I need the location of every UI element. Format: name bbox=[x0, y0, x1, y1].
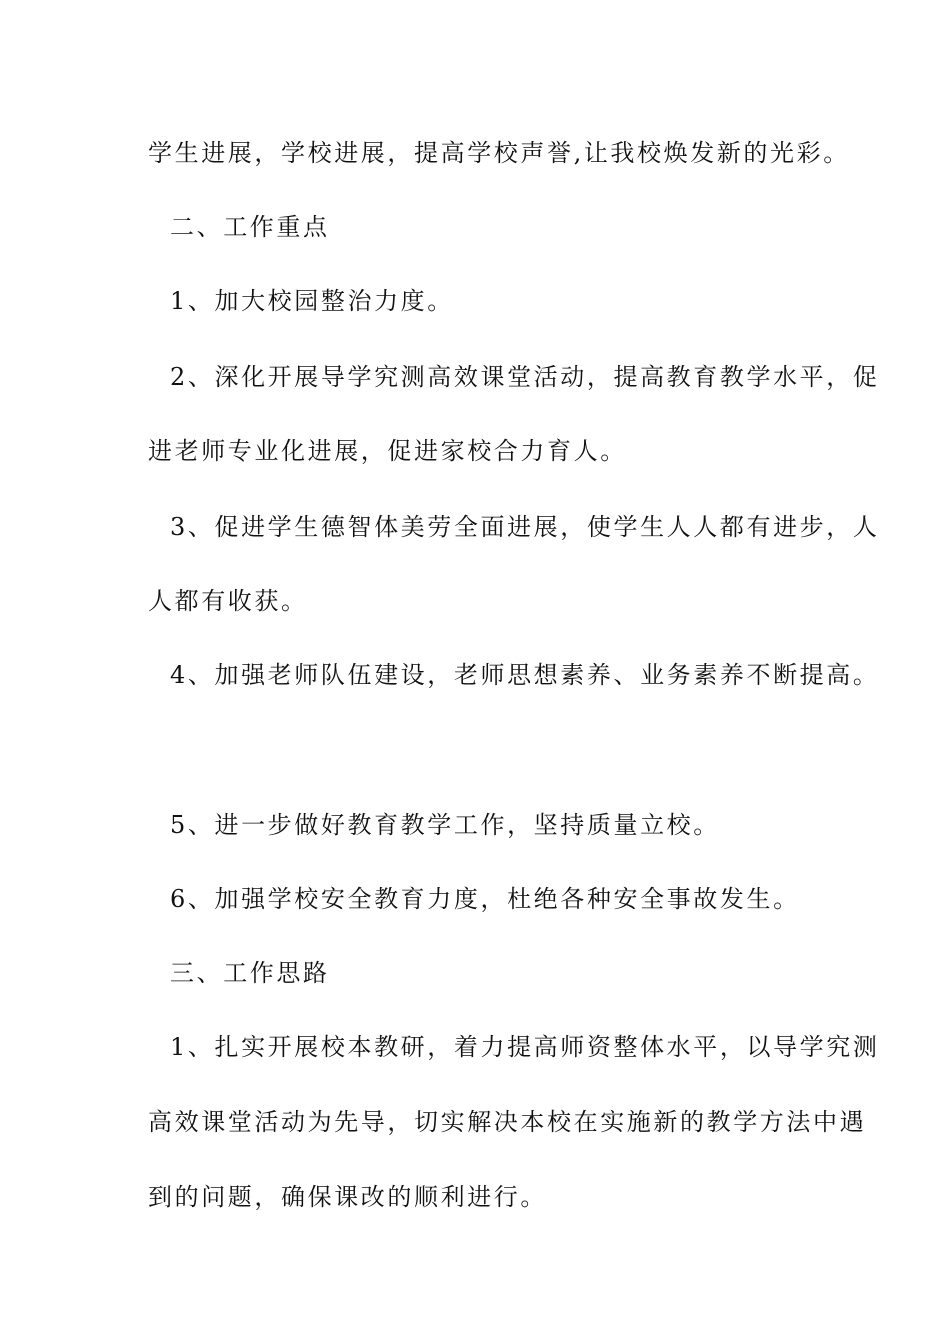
text-line: 学生进展，学校进展，提高学校声誉,让我校焕发新的光彩。 bbox=[148, 139, 850, 167]
text-line: 到的问题，确保课改的顺利进行。 bbox=[148, 1183, 547, 1211]
text-line: 3、促进学生德智体美劳全面进展，使学生人人都有进步，人 bbox=[170, 513, 880, 541]
text-line: 1、加大校园整治力度。 bbox=[170, 287, 454, 315]
section-heading: 二、工作重点 bbox=[170, 213, 330, 241]
text-line: 2、深化开展导学究测高效课堂活动，提高教育教学水平，促 bbox=[170, 363, 880, 391]
text-line: 人都有收获。 bbox=[148, 587, 308, 615]
text-line: 进老师专业化进展，促进家校合力育人。 bbox=[148, 437, 627, 465]
text-line: 6、加强学校安全教育力度，杜绝各种安全事故发生。 bbox=[170, 885, 800, 913]
text-line: 1、扎实开展校本教研，着力提高师资整体水平，以导学究测 bbox=[170, 1033, 880, 1061]
text-line: 5、进一步做好教育教学工作，坚持质量立校。 bbox=[170, 811, 720, 839]
section-heading: 三、工作思路 bbox=[170, 959, 330, 987]
text-line: 高效课堂活动为先导，切实解决本校在实施新的教学方法中遇 bbox=[148, 1108, 867, 1136]
text-line: 4、加强老师队伍建设，老师思想素养、业务素养不断提高。 bbox=[170, 661, 880, 689]
